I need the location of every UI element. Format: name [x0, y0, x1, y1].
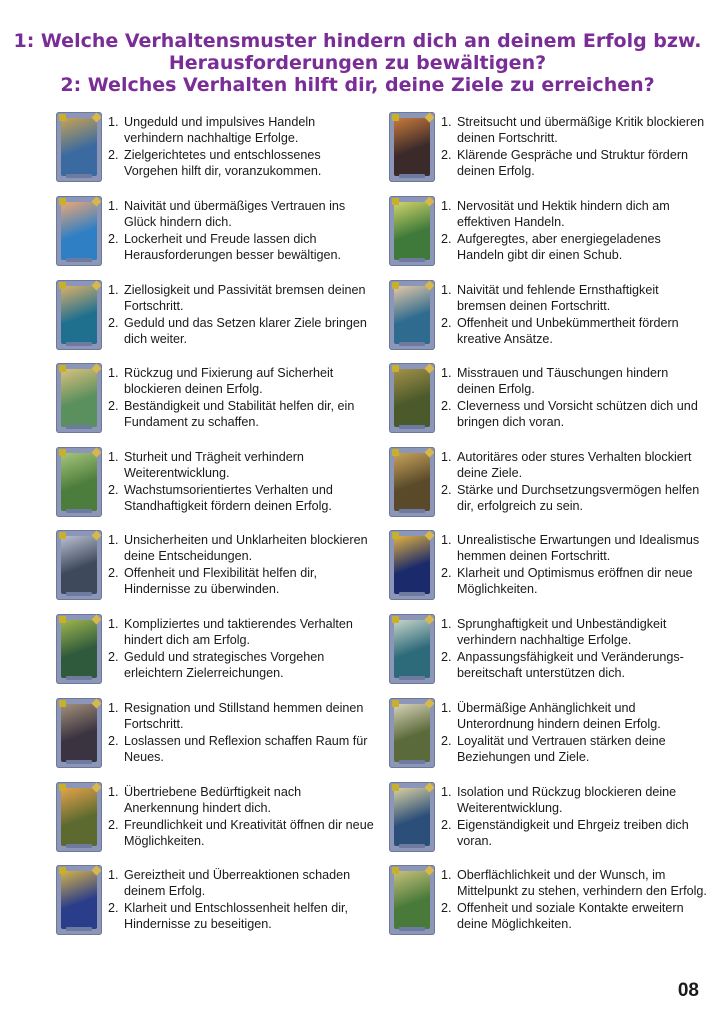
- statement-text: Klärende Gespräche und Struktur fördern deinen Erfolg.: [457, 147, 689, 179]
- entry-text: [108, 616, 376, 682]
- statement-text: Naivität und übermäßiges Vertrauen ins Glück hindern dich.: [124, 199, 346, 230]
- statement: [108, 231, 376, 264]
- statement-text: Loslassen und Reflexion schaffen Raum für Neues.: [124, 733, 368, 765]
- statement: [441, 231, 709, 264]
- card-number-badge: [392, 784, 399, 791]
- statement-text: Eigenständigkeit und Ehrgeiz treiben dich voran.: [457, 817, 689, 849]
- card-name-plate: [66, 258, 92, 262]
- statement-text: Übermäßige Anhänglichkeit und Unterordnung hindern deinen Erfolg.: [457, 701, 661, 732]
- card-image: [61, 871, 97, 929]
- card-number-badge: [392, 867, 399, 874]
- statement-number: 2.: [108, 231, 119, 246]
- statement: [441, 365, 709, 398]
- statement: [441, 532, 709, 565]
- statement-text: Geduld und das Setzen klarer Ziele bringen dich weiter.: [124, 315, 367, 347]
- statement: [441, 616, 709, 649]
- coffin-card-icon: [56, 698, 102, 768]
- tree-card-icon: [56, 447, 102, 517]
- statement-number: 1.: [441, 283, 452, 297]
- card-image: [394, 118, 430, 176]
- card-name-plate: [66, 592, 92, 596]
- entry-text: [108, 365, 376, 431]
- card-name-plate: [399, 258, 425, 262]
- card-name-plate: [66, 927, 92, 931]
- card-number-badge: [59, 282, 66, 289]
- card-image: [61, 118, 97, 176]
- statement-text: Offenheit und Flexibilität helfen dir, Hindernisse zu überwinden.: [124, 565, 317, 597]
- statement: [108, 147, 376, 180]
- birds-card-icon: [389, 196, 435, 266]
- card-name-plate: [66, 509, 92, 513]
- statement-number: 2.: [441, 817, 452, 832]
- statement-number: 1.: [441, 701, 452, 715]
- statement: [441, 114, 709, 147]
- card-name-plate: [399, 342, 425, 346]
- card-image: [394, 286, 430, 344]
- statement: [441, 482, 709, 515]
- dog-card-icon: [389, 698, 435, 768]
- statement-number: 2.: [108, 482, 119, 497]
- statement-number: 2.: [108, 565, 119, 580]
- statement: [108, 867, 376, 900]
- card-number-badge: [59, 867, 66, 874]
- entry-text: [108, 532, 376, 598]
- card-number-badge: [59, 449, 66, 456]
- statement-number: 1.: [108, 115, 119, 129]
- statement-text: Isolation und Rückzug blockieren deine Weiterentwicklung.: [457, 785, 677, 816]
- statement: [108, 649, 376, 682]
- card-image: [394, 202, 430, 260]
- statement-text: Gereiztheit und Überreaktionen schaden deinem Erfolg.: [124, 868, 351, 899]
- statement: [441, 733, 709, 766]
- header-line-3: 2: Welches Verhalten hilft dir, deine Ziele zu erreichen?: [60, 74, 655, 96]
- statement-number: 1.: [108, 533, 119, 547]
- statement: [108, 315, 376, 348]
- statement-number: 2.: [108, 315, 119, 330]
- card-image: [61, 286, 97, 344]
- statement: [441, 817, 709, 850]
- entry-text: [108, 867, 376, 933]
- ship-card-icon: [56, 280, 102, 350]
- statement-number: 1.: [108, 617, 119, 631]
- statement-number: 1.: [441, 785, 452, 799]
- card-image: [394, 536, 430, 594]
- statement-text: Klarheit und Optimismus eröffnen dir neue Möglichkeiten.: [457, 565, 693, 597]
- statement-text: Cleverness und Vorsicht schützen dich und bringen dich voran.: [457, 398, 698, 430]
- statement-text: Nervosität und Hektik hindern dich am effektiven Handeln.: [457, 199, 670, 230]
- card-number-badge: [59, 114, 66, 121]
- header-line-1: 1: Welche Verhaltensmuster hindern dich an deinem Erfolg bzw.: [13, 30, 702, 52]
- statement: [441, 700, 709, 733]
- fox-card-icon: [389, 363, 435, 433]
- statement-text: Offenheit und soziale Kontakte erweitern deine Möglichkeiten.: [457, 900, 684, 932]
- card-name-plate: [399, 760, 425, 764]
- statement: [441, 900, 709, 933]
- statement-text: Loyalität und Vertrauen stärken deine Beziehungen und Ziele.: [457, 733, 666, 765]
- statement-number: 2.: [108, 817, 119, 832]
- statement-number: 1.: [108, 199, 119, 213]
- statement: [108, 817, 376, 850]
- card-name-plate: [66, 425, 92, 429]
- card-number-badge: [59, 198, 66, 205]
- card-name-plate: [399, 676, 425, 680]
- card-image: [394, 453, 430, 511]
- statement: [108, 198, 376, 231]
- card-name-plate: [399, 927, 425, 931]
- statement-number: 1.: [108, 366, 119, 380]
- card-name-plate: [399, 425, 425, 429]
- statement: [441, 565, 709, 598]
- statement: [441, 398, 709, 431]
- statement-text: Übertriebene Bedürftigkeit nach Anerkennung hindert dich.: [124, 785, 302, 816]
- bouquet-card-icon: [56, 782, 102, 852]
- entry-text: [441, 198, 709, 264]
- card-name-plate: [399, 509, 425, 513]
- page-header: [0, 30, 715, 96]
- statement-number: 2.: [441, 900, 452, 915]
- card-image: [61, 536, 97, 594]
- statement-number: 2.: [441, 147, 452, 162]
- statement: [108, 733, 376, 766]
- statement: [441, 315, 709, 348]
- card-image: [61, 620, 97, 678]
- statement-text: Ungeduld und impulsives Handeln verhindern nachhaltige Erfolge.: [124, 115, 316, 146]
- statement-number: 2.: [441, 733, 452, 748]
- statement-text: Lockerheit und Freude lassen dich Herausforderungen besser bewältigen.: [124, 231, 342, 263]
- statement-text: Beständigkeit und Stabilität helfen dir, ein Fundament zu schaffen.: [124, 398, 355, 430]
- tower-card-icon: [389, 782, 435, 852]
- statement-number: 2.: [108, 900, 119, 915]
- scythe-card-icon: [56, 865, 102, 935]
- page-number: 08: [677, 980, 699, 1001]
- card-name-plate: [66, 676, 92, 680]
- card-image: [394, 788, 430, 846]
- card-number-badge: [392, 114, 399, 121]
- entry-text: [108, 700, 376, 766]
- statement-number: 1.: [108, 701, 119, 715]
- card-number-badge: [59, 700, 66, 707]
- entry-text: [108, 784, 376, 850]
- statement-number: 1.: [441, 533, 452, 547]
- statement-text: Anpassungsfähigkeit und Veränderungsbereitschaft unterstützen dich.: [457, 649, 684, 681]
- statement-number: 2.: [441, 315, 452, 330]
- statement: [441, 784, 709, 817]
- entry-text: [441, 700, 709, 766]
- statement-number: 1.: [108, 868, 119, 882]
- statement: [108, 482, 376, 515]
- statement: [108, 900, 376, 933]
- card-name-plate: [399, 844, 425, 848]
- statement-number: 1.: [108, 785, 119, 799]
- card-image: [61, 704, 97, 762]
- entry-text: [441, 114, 709, 180]
- card-image: [61, 788, 97, 846]
- statement-number: 2.: [108, 147, 119, 162]
- card-number-badge: [392, 282, 399, 289]
- statement-number: 1.: [441, 199, 452, 213]
- statement-text: Naivität und fehlende Ernsthaftigkeit bremsen deinen Fortschritt.: [457, 283, 659, 314]
- card-image: [394, 704, 430, 762]
- card-name-plate: [66, 342, 92, 346]
- card-number-badge: [392, 700, 399, 707]
- statement: [441, 867, 709, 900]
- statement-text: Sprunghaftigkeit und Unbeständigkeit verhindern nachhaltige Erfolge.: [457, 617, 667, 648]
- statement: [108, 700, 376, 733]
- statement: [108, 365, 376, 398]
- statement-number: 2.: [441, 565, 452, 580]
- bear-card-icon: [389, 447, 435, 517]
- statement-text: Geduld und strategisches Vorgehen erleichtern Zielerreichungen.: [124, 649, 325, 681]
- statement-number: 1.: [441, 617, 452, 631]
- statement-text: Unsicherheiten und Unklarheiten blockieren deine Entscheidungen.: [124, 533, 368, 564]
- card-image: [61, 453, 97, 511]
- rider-card-icon: [56, 112, 102, 182]
- card-image: [61, 369, 97, 427]
- statement-number: 1.: [441, 450, 452, 464]
- statement-text: Stärke und Durchsetzungsvermögen helfen dir, erfolgreich zu sein.: [457, 482, 700, 514]
- card-name-plate: [399, 592, 425, 596]
- entry-text: [108, 282, 376, 348]
- entry-text: [108, 449, 376, 515]
- statement-text: Aufgeregtes, aber energiegeladenes Handeln gibt dir einen Schub.: [457, 231, 661, 263]
- statement-text: Kompliziertes und taktierendes Verhalten hindert dich am Erfolg.: [124, 617, 353, 648]
- statement-number: 1.: [441, 115, 452, 129]
- statement-number: 1.: [108, 450, 119, 464]
- statement: [108, 282, 376, 315]
- statement-number: 1.: [441, 366, 452, 380]
- header-line-2: Herausforderungen zu bewältigen?: [168, 52, 547, 74]
- statement: [441, 449, 709, 482]
- card-number-badge: [59, 784, 66, 791]
- card-number-badge: [392, 532, 399, 539]
- entry-text: [108, 114, 376, 180]
- card-number-badge: [392, 365, 399, 372]
- statement-number: 1.: [441, 868, 452, 882]
- garden-card-icon: [389, 865, 435, 935]
- card-image: [394, 369, 430, 427]
- statement-text: Offenheit und Unbekümmertheit fördern kreative Ansätze.: [457, 315, 679, 347]
- card-number-badge: [59, 616, 66, 623]
- statement-number: 2.: [441, 649, 452, 664]
- statement-number: 2.: [441, 398, 452, 413]
- entry-text: [441, 282, 709, 348]
- card-name-plate: [66, 760, 92, 764]
- entry-text: [441, 867, 709, 933]
- statement-text: Ziellosigkeit und Passivität bremsen deinen Fortschritt.: [124, 283, 366, 314]
- card-image: [394, 620, 430, 678]
- statement-number: 2.: [108, 649, 119, 664]
- whip-card-icon: [389, 112, 435, 182]
- statement: [108, 616, 376, 649]
- entry-text: [441, 616, 709, 682]
- statement-text: Resignation und Stillstand hemmen deinen Fortschritt.: [124, 701, 364, 732]
- snake-card-icon: [56, 614, 102, 684]
- statement-text: Streitsucht und übermäßige Kritik blockieren deinen Fortschritt.: [457, 115, 705, 146]
- statement-text: Wachstumsorientiertes Verhalten und Standhaftigkeit fördern deinen Erfolg.: [124, 482, 333, 514]
- clover-card-icon: [56, 196, 102, 266]
- stars-card-icon: [389, 530, 435, 600]
- entry-text: [441, 532, 709, 598]
- statement-text: Autoritäres oder stures Verhalten blockiert deine Ziele.: [457, 450, 692, 481]
- statement-text: Misstrauen und Täuschungen hindern deinen Erfolg.: [457, 366, 669, 397]
- statement: [108, 532, 376, 565]
- stork-card-icon: [389, 614, 435, 684]
- card-number-badge: [392, 616, 399, 623]
- statement: [108, 784, 376, 817]
- statement-text: Klarheit und Entschlossenheit helfen dir, Hindernisse zu beseitigen.: [124, 900, 349, 932]
- statement-number: 2.: [108, 398, 119, 413]
- statement: [441, 147, 709, 180]
- statement: [441, 282, 709, 315]
- card-image: [394, 871, 430, 929]
- statement-text: Oberflächlichkeit und der Wunsch, im Mittelpunkt zu stehen, verhindern den Erfolg.: [457, 868, 707, 899]
- statement-number: 2.: [441, 482, 452, 497]
- statement: [108, 565, 376, 598]
- statement-number: 2.: [441, 231, 452, 246]
- statement: [108, 449, 376, 482]
- card-name-plate: [66, 844, 92, 848]
- card-image: [61, 202, 97, 260]
- card-name-plate: [66, 174, 92, 178]
- card-name-plate: [399, 174, 425, 178]
- statement: [441, 198, 709, 231]
- statement: [108, 114, 376, 147]
- card-number-badge: [59, 532, 66, 539]
- statement-text: Freundlichkeit und Kreativität öffnen dir neue Möglichkeiten.: [124, 817, 374, 849]
- statement: [108, 398, 376, 431]
- card-number-badge: [392, 198, 399, 205]
- statement-text: Sturheit und Trägheit verhindern Weiterentwicklung.: [124, 450, 304, 481]
- statement: [441, 649, 709, 682]
- card-number-badge: [59, 365, 66, 372]
- house-card-icon: [56, 363, 102, 433]
- entry-text: [108, 198, 376, 264]
- clouds-card-icon: [56, 530, 102, 600]
- statement-text: Rückzug und Fixierung auf Sicherheit blockieren deinen Erfolg.: [124, 366, 334, 397]
- card-number-badge: [392, 449, 399, 456]
- statement-number: 2.: [108, 733, 119, 748]
- statement-number: 1.: [108, 283, 119, 297]
- entry-text: [441, 449, 709, 515]
- statement-text: Zielgerichtetes und entschlossenes Vorgehen hilft dir, voranzukommen.: [124, 147, 322, 179]
- child-card-icon: [389, 280, 435, 350]
- entry-text: [441, 365, 709, 431]
- statement-text: Unrealistische Erwartungen und Idealismus hemmen deinen Fortschritt.: [457, 533, 700, 564]
- entry-text: [441, 784, 709, 850]
